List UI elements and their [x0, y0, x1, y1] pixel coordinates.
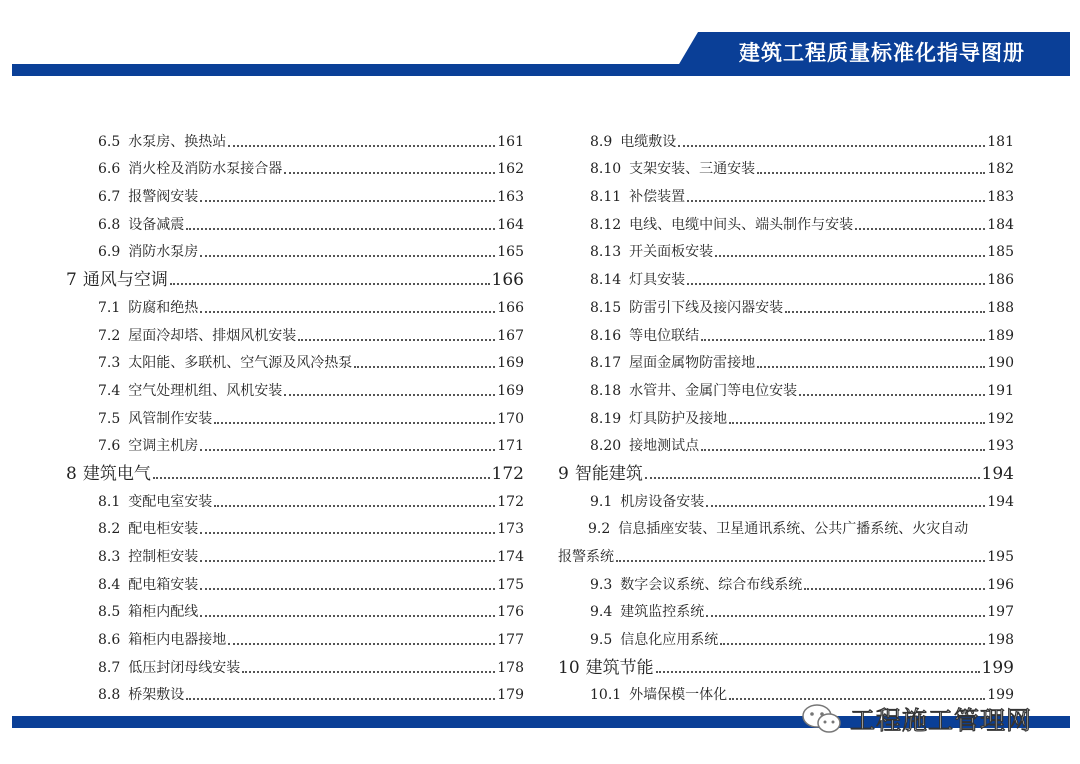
toc-entry-page: 185	[987, 244, 1014, 261]
toc-leader-dots	[706, 504, 985, 507]
toc-entry-title: 防雷引下线及接闪器安装	[629, 299, 784, 316]
toc-entry-page: 192	[987, 410, 1014, 427]
toc-entry-page: 169	[497, 355, 524, 372]
toc-entry[interactable]	[66, 567, 524, 595]
toc-entry[interactable]	[558, 595, 1014, 623]
toc-entry-number: 8.1	[98, 493, 121, 510]
toc-entry[interactable]	[66, 179, 524, 207]
toc-entry-page: 175	[497, 576, 524, 593]
toc-entry[interactable]	[558, 318, 1014, 346]
toc-entry[interactable]	[66, 512, 524, 540]
toc-leader-dots	[785, 310, 985, 313]
toc-entry[interactable]	[558, 124, 1014, 152]
toc-entry-page: 161	[497, 133, 524, 150]
toc-entry-page: 174	[497, 549, 524, 565]
toc-left-column	[66, 124, 524, 705]
page-title: 建筑工程质量标准化指导图册	[739, 41, 1025, 65]
toc-leader-dots	[200, 254, 495, 257]
toc-entry-number: 8.20	[590, 438, 622, 455]
toc-entry-page: 188	[987, 299, 1014, 316]
toc-entry[interactable]	[558, 429, 1014, 457]
toc-leader-dots	[687, 199, 985, 202]
toc-entry-number: 9.4	[590, 604, 613, 621]
toc-entry-page: 181	[987, 133, 1014, 150]
toc-entry-title: 控制柜安装	[128, 549, 199, 565]
toc-entry-page: 178	[497, 659, 524, 676]
toc-entry[interactable]	[66, 678, 524, 706]
toc-entry-page: 169	[497, 382, 524, 399]
toc-leader-dots	[228, 144, 495, 147]
toc-entry-title: 通风与空调	[82, 270, 168, 291]
toc-leader-dots	[200, 199, 495, 202]
toc-entry[interactable]	[66, 595, 524, 623]
toc-entry-title: 信息化应用系统	[620, 632, 719, 649]
toc-leader-dots	[706, 614, 985, 617]
toc-entry-number: 6.6	[98, 161, 121, 178]
toc-entry-title: 接地测试点	[629, 438, 700, 455]
toc-entry-title: 灯具安装	[629, 272, 686, 289]
toc-entry-number: 8.10	[590, 161, 622, 178]
toc-entry[interactable]	[558, 179, 1014, 207]
toc-leader-dots	[354, 365, 495, 368]
toc-entry[interactable]	[66, 373, 524, 401]
toc-entry[interactable]	[66, 124, 524, 152]
toc-chapter[interactable]	[66, 456, 524, 484]
toc-leader-dots	[200, 448, 495, 451]
toc-leader-dots	[200, 310, 495, 313]
toc-leader-dots	[804, 587, 985, 590]
toc-entry[interactable]	[558, 235, 1014, 263]
toc-leader-dots	[214, 504, 495, 507]
toc-entry-number: 8.9	[590, 133, 613, 150]
toc-entry[interactable]	[558, 512, 1014, 567]
toc-leader-dots	[170, 282, 490, 285]
toc-entry-page: 165	[497, 244, 524, 261]
toc-entry[interactable]	[558, 622, 1014, 650]
toc-entry-number: 9.2	[588, 521, 611, 538]
toc-leader-dots	[729, 421, 985, 424]
toc-entry-number: 9	[558, 463, 569, 484]
toc-leader-dots	[855, 227, 985, 230]
toc-entry-title: 电缆敷设	[620, 133, 677, 150]
toc-entry-title: 数字会议系统、综合布线系统	[620, 576, 803, 593]
toc-entry[interactable]	[558, 290, 1014, 318]
toc-entry-title: 桥架敷设	[128, 687, 185, 704]
toc-entry[interactable]	[66, 429, 524, 457]
toc-entry-title: 建筑监控系统	[620, 604, 705, 621]
toc-leader-dots	[678, 144, 985, 147]
toc-entry-page: 172	[497, 493, 524, 510]
toc-chapter[interactable]	[66, 262, 524, 290]
toc-entry[interactable]	[66, 318, 524, 346]
toc-entry-page: 179	[497, 687, 524, 704]
toc-entry-title: 机房设备安装	[620, 493, 705, 510]
toc-entry-number: 7.3	[98, 355, 121, 372]
toc-entry[interactable]	[66, 539, 524, 567]
toc-leader-dots	[284, 393, 495, 396]
toc-entry-page: 189	[987, 327, 1014, 344]
toc-chapter[interactable]	[558, 650, 1014, 678]
toc-entry-title: 配电箱安装	[128, 576, 199, 593]
toc-entry[interactable]	[66, 290, 524, 318]
toc-entry-number: 8.14	[590, 272, 622, 289]
toc-entry-title: 设备减震	[128, 216, 185, 233]
toc-entry-page: 184	[987, 216, 1014, 233]
toc-entry-page: 193	[987, 438, 1014, 455]
toc-entry-page: 162	[497, 161, 524, 178]
toc-entry-page: 170	[497, 410, 524, 427]
toc-leader-dots	[715, 254, 985, 257]
toc-entry-page: 199	[987, 687, 1014, 704]
toc-leader-dots	[701, 448, 985, 451]
toc-entry-title: 开关面板安装	[629, 244, 714, 261]
toc-entry-title: 水管井、金属门等电位安装	[629, 382, 798, 399]
toc-entry[interactable]	[558, 567, 1014, 595]
toc-entry-page: 190	[987, 355, 1014, 372]
toc-leader-dots	[616, 559, 985, 562]
toc-entry-number: 6.9	[98, 244, 121, 261]
toc-entry-page: 194	[981, 463, 1014, 484]
toc-leader-dots	[200, 531, 495, 534]
toc-entry-number: 9.1	[590, 493, 613, 510]
toc-entry-number: 7.5	[98, 410, 121, 427]
toc-entry-title: 信息插座安装、卫星通讯系统、公共广播系统、火灾自动	[618, 521, 969, 538]
toc-entry-title: 水泵房、换热站	[128, 133, 227, 150]
toc-entry[interactable]	[66, 650, 524, 678]
toc-leader-dots	[720, 642, 985, 645]
toc-entry-title: 屋面金属物防雷接地	[629, 355, 756, 372]
toc-entry-number: 8.16	[590, 327, 622, 344]
toc-entry-page: 183	[987, 189, 1014, 206]
toc-entry[interactable]	[558, 373, 1014, 401]
toc-entry-page: 172	[491, 463, 524, 484]
toc-entry-title: 屋面冷却塔、排烟风机安装	[128, 327, 297, 344]
toc-leader-dots	[228, 642, 495, 645]
toc-entry[interactable]	[66, 346, 524, 374]
toc-entry-page: 163	[497, 189, 524, 206]
toc-entry-title: 报警阀安装	[128, 189, 199, 206]
watermark-text: 工程施工管理网	[850, 706, 1033, 735]
toc-entry-number: 7.6	[98, 438, 121, 455]
toc-entry[interactable]	[558, 401, 1014, 429]
toc-entry-page: 182	[987, 161, 1014, 178]
toc-entry-number: 8.19	[590, 410, 622, 427]
toc-leader-dots	[757, 365, 985, 368]
toc-entry-number: 7.4	[98, 382, 121, 399]
toc-entry-page: 176	[497, 604, 524, 621]
toc-leader-dots	[687, 282, 985, 285]
toc-entry-page: 166	[497, 299, 524, 316]
toc-entry[interactable]	[66, 207, 524, 235]
toc-entry[interactable]	[558, 152, 1014, 180]
toc-entry-number: 8.8	[98, 687, 121, 704]
toc-leader-dots	[284, 171, 495, 174]
toc-entry-title: 灯具防护及接地	[629, 410, 728, 427]
toc-entry-number: 8.18	[590, 382, 622, 399]
toc-entry-page: 199	[981, 657, 1014, 678]
toc-entry-number: 10.1	[590, 687, 622, 704]
toc-entry-number: 10	[558, 657, 580, 678]
toc-entry-page: 177	[497, 632, 524, 649]
toc-entry-title: 外墙保模一体化	[629, 687, 728, 704]
toc-leader-dots	[656, 670, 980, 673]
toc-leader-dots	[757, 171, 985, 174]
toc-entry-title: 空气处理机组、风机安装	[128, 382, 283, 399]
toc-entry-title: 变配电室安装	[128, 493, 213, 510]
toc-entry-title: 风管制作安装	[128, 410, 213, 427]
toc-entry-page: 186	[987, 272, 1014, 289]
toc-leader-dots	[214, 421, 495, 424]
toc-leader-dots	[186, 227, 495, 230]
toc-entry-title: 太阳能、多联机、空气源及风冷热泵	[128, 355, 353, 372]
toc-entry-number: 8.2	[98, 521, 121, 538]
toc-entry-title: 配电柜安装	[128, 521, 199, 538]
toc-leader-dots	[186, 697, 495, 700]
toc-entry-title: 防腐和绝热	[128, 299, 199, 316]
toc-entry-number: 6.7	[98, 189, 121, 206]
toc-entry-title: 建筑电气	[82, 463, 151, 484]
toc-entry-number: 9.5	[590, 632, 613, 649]
toc-entry-title-continued: 报警系统	[558, 549, 614, 565]
toc-entry-page: 167	[497, 327, 524, 344]
toc-entry[interactable]	[66, 235, 524, 263]
toc-entry-page: 194	[987, 493, 1014, 510]
toc-entry-number: 7	[66, 270, 77, 291]
toc-entry-title: 低压封闭母线安装	[128, 659, 241, 676]
toc-entry-page: 195	[987, 549, 1014, 565]
toc-leader-dots	[298, 338, 495, 341]
toc-entry-number: 8.11	[590, 189, 622, 206]
toc-entry-title: 箱柜内电器接地	[128, 632, 227, 649]
toc-entry-number: 7.2	[98, 327, 121, 344]
toc-entry-number: 8.13	[590, 244, 622, 261]
toc-entry-title: 空调主机房	[128, 438, 199, 455]
toc-entry-page: 191	[987, 382, 1014, 399]
toc-leader-dots	[200, 587, 495, 590]
toc-leader-dots	[200, 614, 495, 617]
toc-entry-title: 消防水泵房	[128, 244, 199, 261]
toc-leader-dots	[153, 476, 490, 479]
toc-entry-number: 8.7	[98, 659, 121, 676]
toc-entry-title: 电线、电缆中间头、端头制作与安装	[629, 216, 854, 233]
toc-entry-title: 支架安装、三通安装	[629, 161, 756, 178]
toc-entry[interactable]	[66, 152, 524, 180]
toc-entry[interactable]	[66, 484, 524, 512]
toc-entry-number: 8.12	[590, 216, 622, 233]
toc-entry-page: 196	[987, 576, 1014, 593]
toc-leader-dots	[799, 393, 985, 396]
toc-entry-number: 8.4	[98, 576, 121, 593]
toc-entry-number: 8	[66, 463, 77, 484]
toc-entry-page: 166	[491, 270, 524, 291]
toc-entry-title: 补偿装置	[629, 189, 686, 206]
toc-entry[interactable]	[558, 346, 1014, 374]
toc-leader-dots	[645, 476, 980, 479]
watermark	[800, 700, 1050, 738]
toc-entry[interactable]	[558, 207, 1014, 235]
toc-entry[interactable]	[558, 262, 1014, 290]
toc-leader-dots	[701, 338, 985, 341]
toc-entry[interactable]	[66, 401, 524, 429]
toc-entry[interactable]	[66, 622, 524, 650]
toc-entry-page: 197	[987, 604, 1014, 621]
toc-entry-page: 198	[987, 632, 1014, 649]
toc-entry-number: 8.5	[98, 604, 121, 621]
toc-entry-number: 9.3	[590, 576, 613, 593]
toc-entry-number: 8.17	[590, 355, 622, 372]
toc-entry-title: 消火栓及消防水泵接合器	[128, 161, 283, 178]
toc-entry-number: 8.6	[98, 632, 121, 649]
toc-entry-page: 171	[497, 438, 524, 455]
toc-entry-number: 7.1	[98, 299, 121, 316]
toc-entry[interactable]	[558, 484, 1014, 512]
toc-entry-title: 等电位联结	[629, 327, 700, 344]
toc-entry-title: 建筑节能	[585, 657, 654, 678]
wechat-icon	[800, 702, 844, 736]
toc-leader-dots	[242, 670, 495, 673]
toc-leader-dots	[200, 559, 495, 562]
toc-entry-number: 8.15	[590, 299, 622, 316]
toc-entry-number: 6.8	[98, 216, 121, 233]
toc-entry-title: 箱柜内配线	[128, 604, 199, 621]
toc-chapter[interactable]	[558, 456, 1014, 484]
toc-entry-page: 164	[497, 216, 524, 233]
toc-entry-title: 智能建筑	[574, 463, 643, 484]
toc-right-column	[558, 124, 1014, 705]
toc-entry-number: 8.3	[98, 549, 121, 565]
toc-entry-number: 6.5	[98, 133, 121, 150]
toc-entry-page: 173	[497, 521, 524, 538]
